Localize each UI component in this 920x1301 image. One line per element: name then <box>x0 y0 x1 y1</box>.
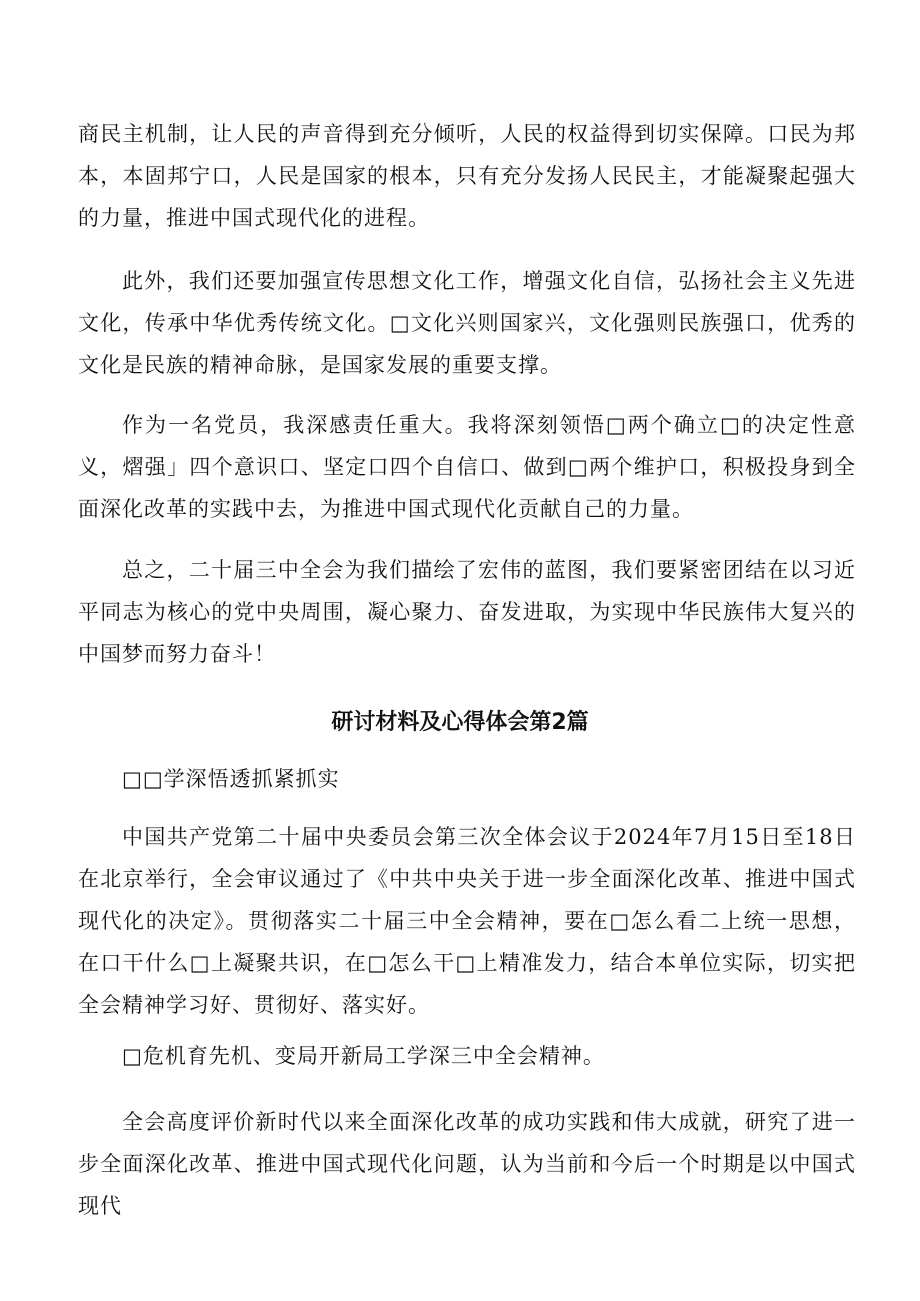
paragraph-1: 商民主机制，让人民的声音得到充分倾听，人民的权益得到切实保障。口民为邦本，本固邦宁口，人民是国家的根本，只有充分发扬人民民主，才能凝聚起强大的力量，推进中国式现代化的进程。 <box>78 122 856 230</box>
subheading-1: □□学深悟透抓紧抓实 <box>122 767 340 791</box>
paragraph-6: 全会高度评价新时代以来全面深化改革的成功实践和伟大成就，研究了进一步全面深化改革、推进中国式现代化问题，认为当前和今后一个时期是以中国式现代 <box>78 1110 856 1218</box>
paragraph-5: 中国共产党第二十届中央委员会第三次全体会议于2024年7月15日至18日在北京举行，全会审议通过了《中共中央关于进一步全面深化改革、推进中国式现代化的决定》。贯彻落实二十届三中全会精神，要在□怎么看二上统一思想，在口干什么□上凝聚共识，在□怎么干□上精准发力，结合本单位实际，切实把全会精神学习好、贯彻好、落实好。 <box>78 825 856 1017</box>
section-title: 研讨材料及心得体会第2篇 <box>331 710 589 735</box>
subheading-2: □危机育先机、变局开新局工学深三中全会精神。 <box>122 1044 605 1068</box>
paragraph-2: 此外，我们还要加强宣传思想文化工作，增强文化自信，弘扬社会主义先进文化，传承中华优秀传统文化。□文化兴则国家兴，文化强则民族强口，优秀的文化是民族的精神命脉，是国家发展的重要支撑。 <box>78 269 856 377</box>
paragraph-4: 总之，二十届三中全会为我们描绘了宏伟的蓝图，我们要紧密团结在以习近平同志为核心的党中央周围，凝心聚力、奋发进取，为实现中华民族伟大复兴的中国梦而努力奋斗！ <box>78 558 856 666</box>
paragraph-3: 作为一名党员，我深感责任重大。我将深刻领悟□两个确立□的决定性意义，熠强」四个意识口、坚定口四个自信口、做到□两个维护口，积极投身到全面深化改革的实践中去，为推进中国式现代化贡献自己的力量。 <box>78 413 856 521</box>
